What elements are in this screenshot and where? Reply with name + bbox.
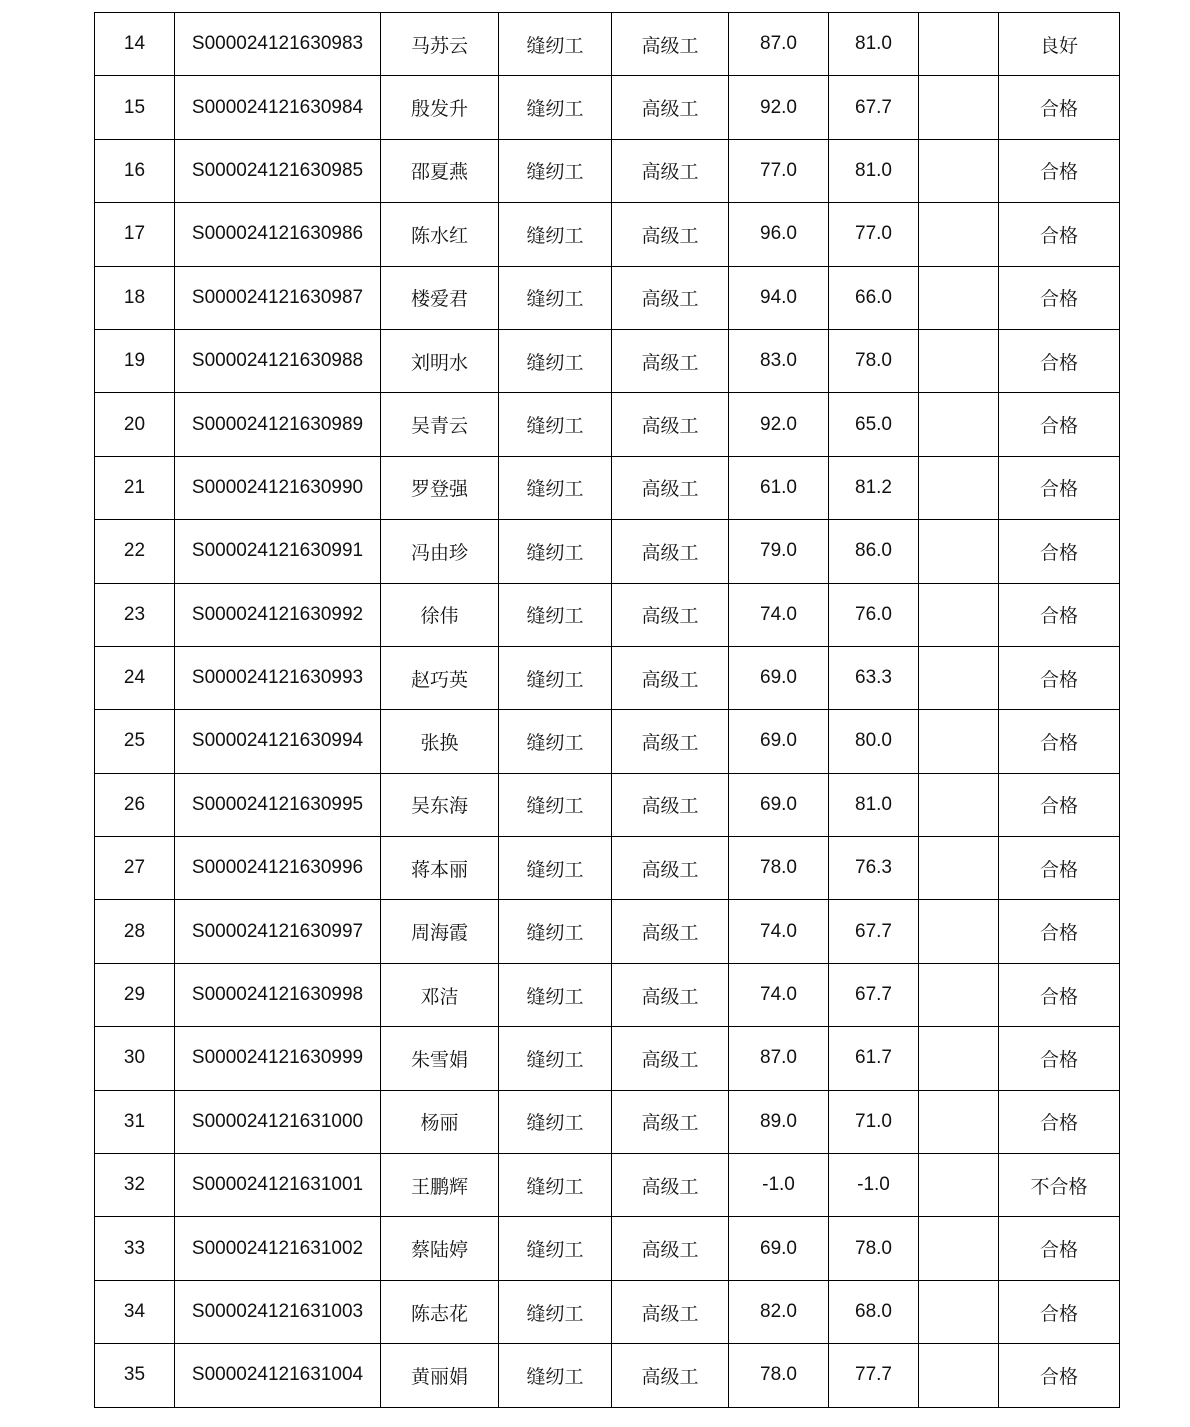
cell-result: 合格 — [999, 583, 1120, 646]
cell-level: 高级工 — [612, 13, 729, 76]
cell-number: 17 — [95, 203, 175, 266]
cell-level: 高级工 — [612, 963, 729, 1026]
cell-occupation: 缝纫工 — [499, 710, 612, 773]
cell-occupation: 缝纫工 — [499, 13, 612, 76]
cell-certificate-id: S000024121630994 — [175, 710, 381, 773]
cell-remark — [919, 1027, 999, 1090]
cell-result: 良好 — [999, 13, 1120, 76]
cell-certificate-id: S000024121630986 — [175, 203, 381, 266]
table-row — [95, 773, 1120, 836]
table-row — [95, 900, 1120, 963]
cell-level: 高级工 — [612, 837, 729, 900]
cell-level: 高级工 — [612, 1090, 729, 1153]
cell-level: 高级工 — [612, 646, 729, 709]
cell-level: 高级工 — [612, 1344, 729, 1407]
cell-number: 19 — [95, 329, 175, 392]
cell-result: 合格 — [999, 393, 1120, 456]
cell-result: 合格 — [999, 520, 1120, 583]
cell-practical-score: 71.0 — [829, 1090, 919, 1153]
cell-remark — [919, 456, 999, 519]
cell-level: 高级工 — [612, 203, 729, 266]
cell-name: 马苏云 — [381, 13, 499, 76]
cell-level: 高级工 — [612, 76, 729, 139]
cell-number: 28 — [95, 900, 175, 963]
cell-remark — [919, 520, 999, 583]
cell-certificate-id: S000024121631004 — [175, 1344, 381, 1407]
cell-name: 吴东海 — [381, 773, 499, 836]
table-row — [95, 139, 1120, 202]
cell-theory-score: 74.0 — [729, 963, 829, 1026]
cell-theory-score: 77.0 — [729, 139, 829, 202]
cell-theory-score: 61.0 — [729, 456, 829, 519]
cell-certificate-id: S000024121630992 — [175, 583, 381, 646]
cell-remark — [919, 646, 999, 709]
table-row — [95, 646, 1120, 709]
table-row — [95, 1280, 1120, 1343]
cell-name: 殷发升 — [381, 76, 499, 139]
cell-practical-score: 61.7 — [829, 1027, 919, 1090]
cell-name: 刘明水 — [381, 329, 499, 392]
cell-name: 徐伟 — [381, 583, 499, 646]
cell-theory-score: 69.0 — [729, 646, 829, 709]
cell-remark — [919, 1154, 999, 1217]
cell-number: 27 — [95, 837, 175, 900]
cell-number: 25 — [95, 710, 175, 773]
cell-certificate-id: S000024121631003 — [175, 1280, 381, 1343]
cell-theory-score: 78.0 — [729, 1344, 829, 1407]
cell-result: 合格 — [999, 1344, 1120, 1407]
cell-practical-score: 67.7 — [829, 963, 919, 1026]
cell-number: 14 — [95, 13, 175, 76]
cell-level: 高级工 — [612, 1154, 729, 1217]
cell-theory-score: 96.0 — [729, 203, 829, 266]
cell-number: 34 — [95, 1280, 175, 1343]
cell-practical-score: 66.0 — [829, 266, 919, 329]
cell-number: 23 — [95, 583, 175, 646]
cell-level: 高级工 — [612, 583, 729, 646]
cell-theory-score: -1.0 — [729, 1154, 829, 1217]
cell-remark — [919, 963, 999, 1026]
cell-theory-score: 69.0 — [729, 710, 829, 773]
cell-occupation: 缝纫工 — [499, 456, 612, 519]
cell-result: 合格 — [999, 266, 1120, 329]
cell-remark — [919, 13, 999, 76]
table-row — [95, 203, 1120, 266]
cell-name: 张换 — [381, 710, 499, 773]
cell-practical-score: 77.0 — [829, 203, 919, 266]
cell-theory-score: 74.0 — [729, 900, 829, 963]
table-row — [95, 76, 1120, 139]
cell-theory-score: 89.0 — [729, 1090, 829, 1153]
cell-occupation: 缝纫工 — [499, 203, 612, 266]
cell-certificate-id: S000024121630993 — [175, 646, 381, 709]
cell-name: 冯由珍 — [381, 520, 499, 583]
cell-theory-score: 87.0 — [729, 13, 829, 76]
cell-name: 吴青云 — [381, 393, 499, 456]
cell-result: 合格 — [999, 1090, 1120, 1153]
table-row — [95, 1344, 1120, 1407]
cell-result: 合格 — [999, 773, 1120, 836]
cell-certificate-id: S000024121630996 — [175, 837, 381, 900]
cell-practical-score: -1.0 — [829, 1154, 919, 1217]
table-row — [95, 963, 1120, 1026]
cell-practical-score: 76.0 — [829, 583, 919, 646]
cell-name: 周海霞 — [381, 900, 499, 963]
cell-remark — [919, 583, 999, 646]
cell-number: 16 — [95, 139, 175, 202]
cell-certificate-id: S000024121630984 — [175, 76, 381, 139]
cell-occupation: 缝纫工 — [499, 520, 612, 583]
cell-occupation: 缝纫工 — [499, 1090, 612, 1153]
cell-certificate-id: S000024121630991 — [175, 520, 381, 583]
cell-practical-score: 67.7 — [829, 900, 919, 963]
cell-number: 21 — [95, 456, 175, 519]
cell-occupation: 缝纫工 — [499, 773, 612, 836]
cell-practical-score: 81.0 — [829, 139, 919, 202]
cell-name: 楼爱君 — [381, 266, 499, 329]
cell-occupation: 缝纫工 — [499, 266, 612, 329]
cell-occupation: 缝纫工 — [499, 393, 612, 456]
table-row — [95, 837, 1120, 900]
cell-number: 30 — [95, 1027, 175, 1090]
table-row — [95, 520, 1120, 583]
cell-remark — [919, 773, 999, 836]
table-row — [95, 583, 1120, 646]
cell-result: 合格 — [999, 203, 1120, 266]
cell-name: 罗登强 — [381, 456, 499, 519]
cell-result: 合格 — [999, 710, 1120, 773]
cell-level: 高级工 — [612, 393, 729, 456]
cell-result: 不合格 — [999, 1154, 1120, 1217]
cell-result: 合格 — [999, 329, 1120, 392]
cell-theory-score: 79.0 — [729, 520, 829, 583]
cell-theory-score: 74.0 — [729, 583, 829, 646]
cell-level: 高级工 — [612, 520, 729, 583]
cell-certificate-id: S000024121630987 — [175, 266, 381, 329]
cell-practical-score: 78.0 — [829, 329, 919, 392]
cell-level: 高级工 — [612, 1217, 729, 1280]
cell-number: 29 — [95, 963, 175, 1026]
cell-practical-score: 76.3 — [829, 837, 919, 900]
cell-theory-score: 92.0 — [729, 76, 829, 139]
cell-occupation: 缝纫工 — [499, 837, 612, 900]
cell-result: 合格 — [999, 139, 1120, 202]
cell-practical-score: 65.0 — [829, 393, 919, 456]
cell-level: 高级工 — [612, 710, 729, 773]
cell-number: 35 — [95, 1344, 175, 1407]
cell-occupation: 缝纫工 — [499, 900, 612, 963]
table-row — [95, 266, 1120, 329]
cell-number: 15 — [95, 76, 175, 139]
cell-result: 合格 — [999, 1027, 1120, 1090]
cell-result: 合格 — [999, 646, 1120, 709]
cell-occupation: 缝纫工 — [499, 963, 612, 1026]
cell-remark — [919, 1217, 999, 1280]
cell-remark — [919, 203, 999, 266]
cell-remark — [919, 837, 999, 900]
cell-theory-score: 87.0 — [729, 1027, 829, 1090]
cell-remark — [919, 139, 999, 202]
cell-name: 朱雪娟 — [381, 1027, 499, 1090]
cell-certificate-id: S000024121630989 — [175, 393, 381, 456]
cell-practical-score: 86.0 — [829, 520, 919, 583]
cell-theory-score: 94.0 — [729, 266, 829, 329]
cell-result: 合格 — [999, 900, 1120, 963]
cell-number: 20 — [95, 393, 175, 456]
cell-name: 王鹏辉 — [381, 1154, 499, 1217]
cell-certificate-id: S000024121630988 — [175, 329, 381, 392]
cell-theory-score: 69.0 — [729, 1217, 829, 1280]
cell-occupation: 缝纫工 — [499, 1154, 612, 1217]
cell-theory-score: 69.0 — [729, 773, 829, 836]
cell-theory-score: 78.0 — [729, 837, 829, 900]
cell-name: 杨丽 — [381, 1090, 499, 1153]
cell-result: 合格 — [999, 1217, 1120, 1280]
cell-name: 邵夏燕 — [381, 139, 499, 202]
cell-number: 18 — [95, 266, 175, 329]
cell-occupation: 缝纫工 — [499, 1217, 612, 1280]
cell-remark — [919, 76, 999, 139]
cell-practical-score: 81.0 — [829, 13, 919, 76]
cell-level: 高级工 — [612, 1027, 729, 1090]
cell-certificate-id: S000024121631000 — [175, 1090, 381, 1153]
cell-result: 合格 — [999, 963, 1120, 1026]
cell-remark — [919, 1090, 999, 1153]
cell-occupation: 缝纫工 — [499, 583, 612, 646]
cell-certificate-id: S000024121630999 — [175, 1027, 381, 1090]
cell-level: 高级工 — [612, 266, 729, 329]
cell-theory-score: 92.0 — [729, 393, 829, 456]
cell-name: 黄丽娟 — [381, 1344, 499, 1407]
cell-result: 合格 — [999, 456, 1120, 519]
cell-practical-score: 63.3 — [829, 646, 919, 709]
table-row — [95, 1217, 1120, 1280]
cell-practical-score: 81.0 — [829, 773, 919, 836]
cell-occupation: 缝纫工 — [499, 646, 612, 709]
table-row — [95, 1154, 1120, 1217]
cell-remark — [919, 900, 999, 963]
cell-name: 陈志花 — [381, 1280, 499, 1343]
cell-remark — [919, 1280, 999, 1343]
cell-practical-score: 77.7 — [829, 1344, 919, 1407]
cell-number: 32 — [95, 1154, 175, 1217]
cell-certificate-id: S000024121631001 — [175, 1154, 381, 1217]
cell-number: 26 — [95, 773, 175, 836]
cell-remark — [919, 266, 999, 329]
cell-result: 合格 — [999, 1280, 1120, 1343]
table-row — [95, 710, 1120, 773]
results-table — [94, 12, 1120, 1408]
cell-number: 22 — [95, 520, 175, 583]
cell-level: 高级工 — [612, 773, 729, 836]
cell-level: 高级工 — [612, 900, 729, 963]
cell-occupation: 缝纫工 — [499, 1027, 612, 1090]
cell-number: 33 — [95, 1217, 175, 1280]
cell-remark — [919, 710, 999, 773]
cell-certificate-id: S000024121630990 — [175, 456, 381, 519]
cell-remark — [919, 393, 999, 456]
cell-level: 高级工 — [612, 139, 729, 202]
cell-certificate-id: S000024121630995 — [175, 773, 381, 836]
cell-remark — [919, 329, 999, 392]
table-row — [95, 456, 1120, 519]
cell-level: 高级工 — [612, 456, 729, 519]
cell-level: 高级工 — [612, 329, 729, 392]
cell-name: 蒋本丽 — [381, 837, 499, 900]
cell-theory-score: 83.0 — [729, 329, 829, 392]
cell-result: 合格 — [999, 837, 1120, 900]
cell-remark — [919, 1344, 999, 1407]
cell-number: 31 — [95, 1090, 175, 1153]
table-row — [95, 1027, 1120, 1090]
cell-certificate-id: S000024121630997 — [175, 900, 381, 963]
cell-theory-score: 82.0 — [729, 1280, 829, 1343]
cell-name: 赵巧英 — [381, 646, 499, 709]
cell-certificate-id: S000024121630998 — [175, 963, 381, 1026]
cell-certificate-id: S000024121630983 — [175, 13, 381, 76]
cell-name: 邓洁 — [381, 963, 499, 1026]
cell-certificate-id: S000024121630985 — [175, 139, 381, 202]
cell-certificate-id: S000024121631002 — [175, 1217, 381, 1280]
cell-occupation: 缝纫工 — [499, 76, 612, 139]
cell-occupation: 缝纫工 — [499, 139, 612, 202]
cell-name: 陈水红 — [381, 203, 499, 266]
table-row — [95, 329, 1120, 392]
cell-result: 合格 — [999, 76, 1120, 139]
cell-name: 蔡陆婷 — [381, 1217, 499, 1280]
table-row — [95, 13, 1120, 76]
cell-practical-score: 78.0 — [829, 1217, 919, 1280]
table-row — [95, 393, 1120, 456]
cell-occupation: 缝纫工 — [499, 1280, 612, 1343]
cell-practical-score: 80.0 — [829, 710, 919, 773]
cell-practical-score: 81.2 — [829, 456, 919, 519]
cell-practical-score: 68.0 — [829, 1280, 919, 1343]
cell-practical-score: 67.7 — [829, 76, 919, 139]
results-table-body — [95, 13, 1120, 1408]
cell-number: 24 — [95, 646, 175, 709]
cell-level: 高级工 — [612, 1280, 729, 1343]
cell-occupation: 缝纫工 — [499, 1344, 612, 1407]
cell-occupation: 缝纫工 — [499, 329, 612, 392]
table-row — [95, 1090, 1120, 1153]
